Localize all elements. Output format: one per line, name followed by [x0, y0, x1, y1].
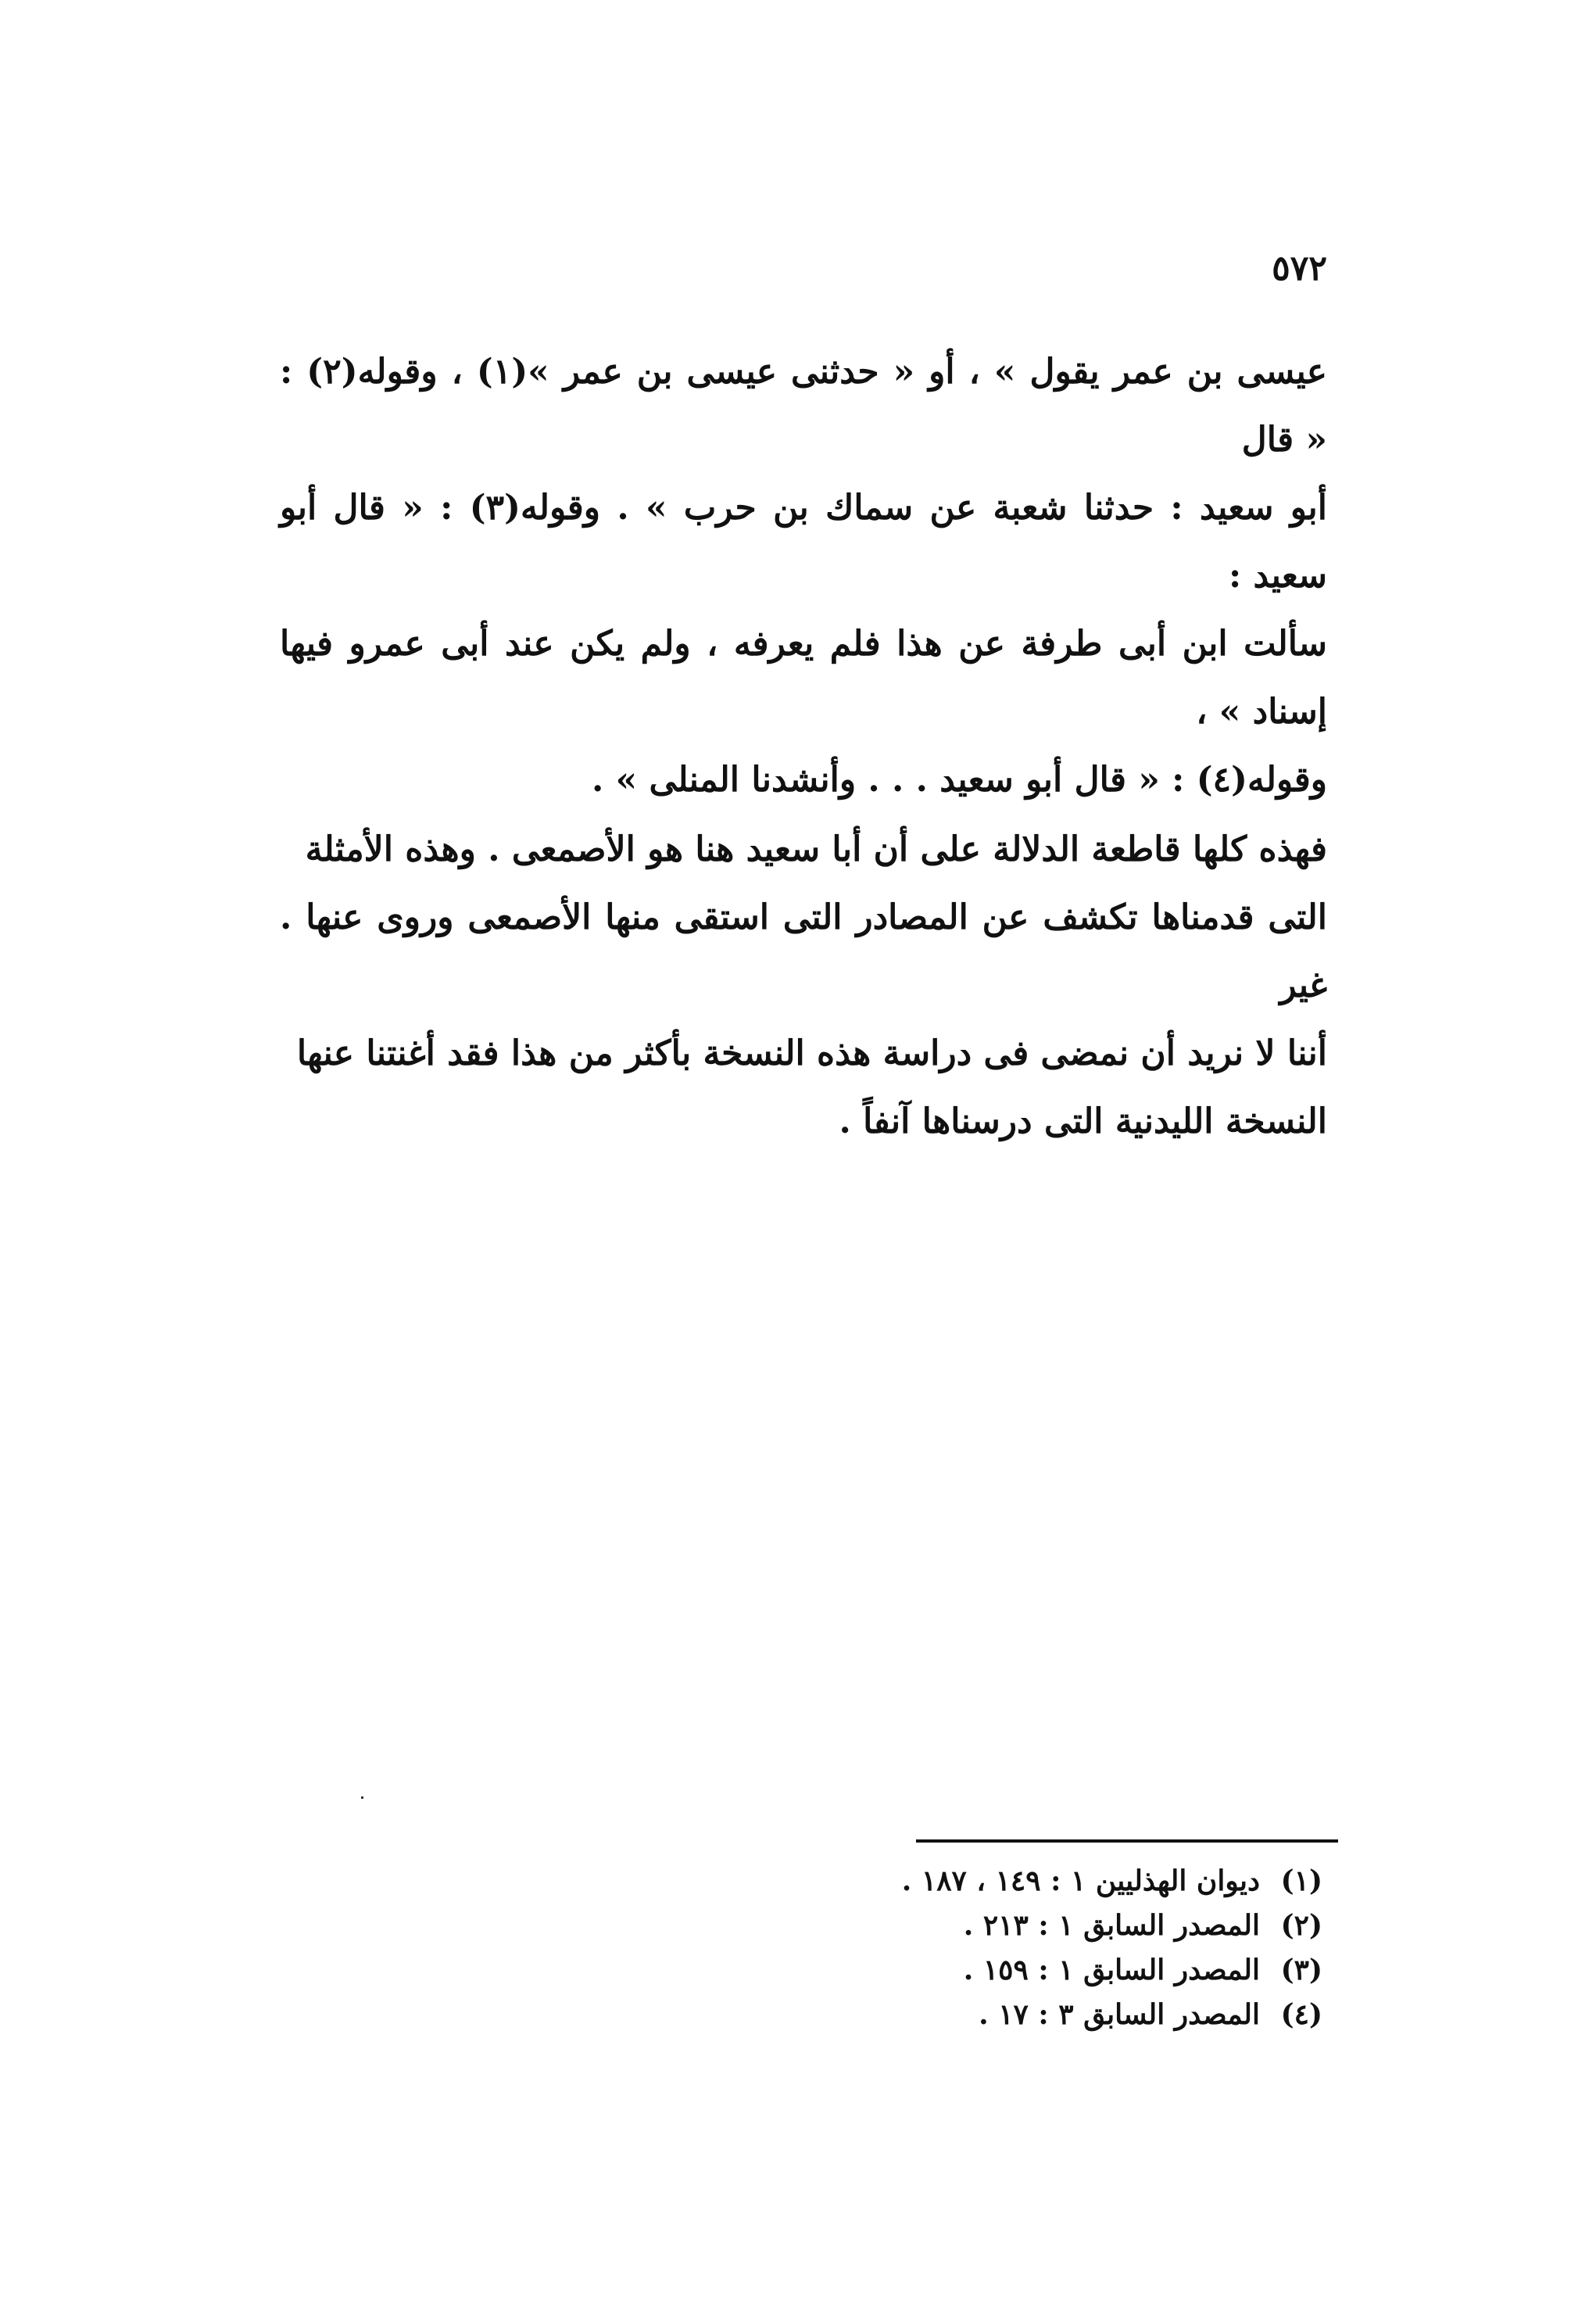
- main-text: [280, 338, 1327, 1155]
- footnote-text: ديوان الهذليين ١ : ١٤٩ ، ١٨٧ .: [901, 1864, 1261, 1897]
- footnote-text: المصدر السابق ١ : ١٥٩ .: [963, 1954, 1261, 1986]
- paragraph-1-line-2: أبو سعيد : حدثنا شعبة عن سماك بن حرب » . وقوله(٣) : « قال أبو سعيد :: [280, 488, 1327, 596]
- footnote-divider: [916, 1839, 1338, 1843]
- footnote-number: (٢): [1280, 1909, 1322, 1942]
- footnote-2: [728, 1904, 1322, 1948]
- paragraph-2-line-1: فهذه كلها قاطعة الدلالة على أن أبا سعيد هنا هو الأصمعى . وهذه الأمثلة: [305, 829, 1327, 869]
- paragraph-1-line-4: وقوله(٤) : « قال أبو سعيد . . . وأنشدنا المنلى » .: [591, 760, 1327, 800]
- paragraph-2-line-3: أننا لا نريد أن نمضى فى دراسة هذه النسخة بأكثر من هذا فقد أغنتنا عنها: [296, 1033, 1327, 1073]
- footnote-number: (١): [1280, 1864, 1322, 1897]
- paragraph-2-line-2: التى قدمناها تكشف عن المصادر التى استقى منها الأصمعى وروى عنها . غير: [280, 897, 1327, 1005]
- footnote-number: (٣): [1280, 1954, 1322, 1986]
- paragraph-2-line-4: النسخة الليدنية التى درسناها آنفاً .: [839, 1101, 1327, 1141]
- footnote-3: [728, 1948, 1322, 1993]
- footnotes: [728, 1859, 1322, 2037]
- paragraph-1-line-1: عيسى بن عمر يقول » ، أو « حدثنى عيسى بن عمر »(١) ، وقوله(٢) : « قال: [280, 352, 1327, 460]
- footnote-4: [728, 1993, 1322, 2037]
- page-number: ٥٧٢: [1272, 249, 1327, 288]
- scan-speck: [361, 1796, 363, 1799]
- footnote-number: (٤): [1280, 1998, 1322, 2031]
- paragraph-1-line-3: سألت ابن أبى طرفة عن هذا فلم يعرفه ، ولم يكن عند أبى عمرو فيها إسناد » ،: [280, 624, 1328, 732]
- footnote-text: المصدر السابق ١ : ٢١٣ .: [963, 1909, 1261, 1942]
- footnote-1: [728, 1859, 1322, 1904]
- footnote-text: المصدر السابق ٣ : ١٧ .: [979, 1998, 1261, 2031]
